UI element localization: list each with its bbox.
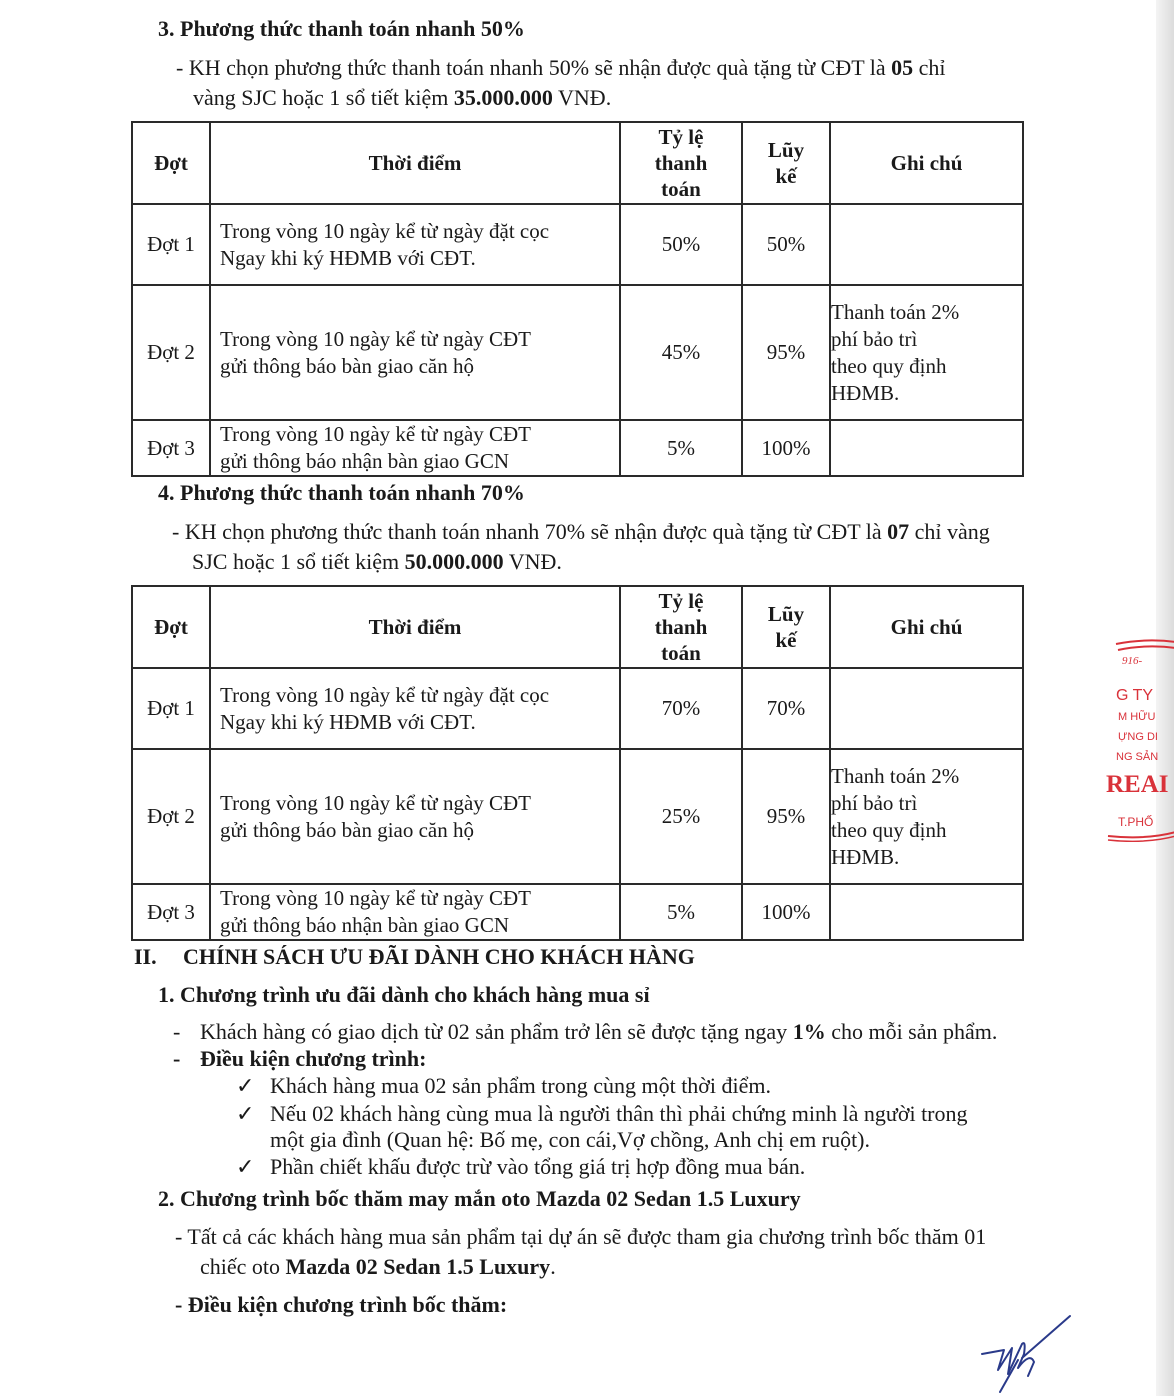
cell-time: Trong vòng 10 ngày kể từ ngày đặt cọc Ngay khi ký HĐMB với CĐT. — [210, 668, 620, 749]
lucky-draw-subheading: 2. Chương trình bốc thăm may mắn oto Mazda 02 Sedan 1.5 Luxury — [158, 1186, 801, 1211]
stamp-text: NG SẢN — [1116, 751, 1159, 763]
cell-time: Trong vòng 10 ngày kể từ ngày CĐT gửi thông báo nhận bàn giao GCN — [210, 884, 620, 940]
lucky-draw-desc-line1: - Tất cả các khách hàng mua sản phẩm tại dự án sẽ được tham gia chương trình bốc thăm 01 — [175, 1224, 987, 1249]
header-cumulative: Lũy kế — [742, 586, 830, 668]
condition-item-continued: một gia đình (Quan hệ: Bố mẹ, con cái,Vợ chồng, Anh chị em ruột). — [270, 1127, 871, 1152]
cell-cumulative: 70% — [742, 668, 830, 749]
cell-time: Trong vòng 10 ngày kể từ ngày đặt cọc Ngay khi ký HĐMB với CĐT. — [210, 204, 620, 285]
cell-cumulative: 95% — [742, 285, 830, 420]
header-time: Thời điểm — [210, 586, 620, 668]
header-note: Ghi chú — [830, 586, 1023, 668]
header-rate: Tỷ lệ thanh toán — [620, 586, 742, 668]
cell-note: Thanh toán 2% phí bảo trì theo quy định HĐMB. — [830, 749, 1023, 884]
cell-time: Trong vòng 10 ngày kể từ ngày CĐT gửi thông báo bàn giao căn hộ — [210, 285, 620, 420]
cell-rate: 45% — [620, 285, 742, 420]
section4-title: 4. Phương thức thanh toán nhanh 70% — [158, 480, 525, 505]
section3-desc-line2: vàng SJC hoặc 1 sổ tiết kiệm 35.000.000 VNĐ. — [193, 85, 612, 110]
cell-time: Trong vòng 10 ngày kể từ ngày CĐT gửi thông báo bàn giao căn hộ — [210, 749, 620, 884]
check-icon: ✓ — [236, 1154, 255, 1179]
stamp-text: ỰNG DI — [1118, 731, 1158, 743]
cell-note — [830, 884, 1023, 940]
stamp-text: 916- — [1122, 655, 1143, 667]
cell-note — [830, 204, 1023, 285]
cell-dot: Đợt 1 — [132, 204, 210, 285]
wholesale-subheading: 1. Chương trình ưu đãi dành cho khách hàng mua sỉ — [158, 982, 650, 1007]
cell-cumulative: 100% — [742, 884, 830, 940]
cell-rate: 50% — [620, 204, 742, 285]
payment-table-50 — [131, 121, 1024, 477]
header-time: Thời điểm — [210, 122, 620, 204]
cell-dot: Đợt 3 — [132, 884, 210, 940]
section4-desc-line1: - KH chọn phương thức thanh toán nhanh 70% sẽ nhận được quà tặng từ CĐT là 07 chỉ vàng — [172, 519, 990, 544]
condition-item: Khách hàng mua 02 sản phẩm trong cùng một thời điểm. — [270, 1073, 772, 1098]
wholesale-discount-text: Khách hàng có giao dịch từ 02 sản phẩm trở lên sẽ được tặng ngay 1% cho mỗi sản phẩm. — [200, 1019, 998, 1044]
table-header-row — [132, 122, 1023, 204]
stamp-text: T.PHỐ — [1118, 815, 1154, 829]
cell-dot: Đợt 3 — [132, 420, 210, 476]
section3-desc-line1: - KH chọn phương thức thanh toán nhanh 50% sẽ nhận được quà tặng từ CĐT là 05 chỉ — [176, 55, 946, 80]
table-header-row — [132, 586, 1023, 668]
header-rate: Tỷ lệ thanh toán — [620, 122, 742, 204]
cell-note: Thanh toán 2% phí bảo trì theo quy định HĐMB. — [830, 285, 1023, 420]
header-cumulative: Lũy kế — [742, 122, 830, 204]
lucky-draw-conditions-label: - Điều kiện chương trình bốc thăm: — [175, 1292, 508, 1317]
table-row — [132, 668, 1023, 749]
bullet-dash: - — [173, 1046, 181, 1071]
section3-title: 3. Phương thức thanh toán nhanh 50% — [158, 16, 525, 41]
cell-rate: 70% — [620, 668, 742, 749]
cell-time: Trong vòng 10 ngày kể từ ngày CĐT gửi thông báo nhận bàn giao GCN — [210, 420, 620, 476]
header-dot: Đợt — [132, 586, 210, 668]
check-icon: ✓ — [236, 1073, 255, 1098]
cell-rate: 5% — [620, 884, 742, 940]
cell-rate: 25% — [620, 749, 742, 884]
table-row — [132, 420, 1023, 476]
check-icon: ✓ — [236, 1101, 255, 1126]
lucky-draw-desc-line2: chiếc oto Mazda 02 Sedan 1.5 Luxury. — [200, 1254, 556, 1279]
part2-heading: CHÍNH SÁCH ƯU ĐÃI DÀNH CHO KHÁCH HÀNG — [183, 944, 695, 969]
table-row — [132, 285, 1023, 420]
part2-heading-number: II. — [134, 944, 157, 969]
cell-dot: Đợt 1 — [132, 668, 210, 749]
cell-cumulative: 50% — [742, 204, 830, 285]
cell-note — [830, 668, 1023, 749]
cell-note — [830, 420, 1023, 476]
cell-cumulative: 100% — [742, 420, 830, 476]
cell-dot: Đợt 2 — [132, 285, 210, 420]
cell-cumulative: 95% — [742, 749, 830, 884]
stamp-text: G TY — [1116, 687, 1154, 704]
table-row — [132, 204, 1023, 285]
table-row — [132, 749, 1023, 884]
bullet-dash: - — [173, 1019, 181, 1044]
cell-dot: Đợt 2 — [132, 749, 210, 884]
signature — [978, 1314, 1074, 1394]
table-row — [132, 884, 1023, 940]
header-note: Ghi chú — [830, 122, 1023, 204]
header-dot: Đợt — [132, 122, 210, 204]
condition-item: Phần chiết khấu được trừ vào tổng giá trị hợp đồng mua bán. — [270, 1154, 806, 1179]
condition-item: Nếu 02 khách hàng cùng mua là người thân thì phải chứng minh là người trong — [270, 1101, 968, 1126]
payment-table-70 — [131, 585, 1024, 941]
section4-desc-line2: SJC hoặc 1 sổ tiết kiệm 50.000.000 VNĐ. — [192, 549, 562, 574]
cell-rate: 5% — [620, 420, 742, 476]
company-stamp — [1106, 636, 1174, 842]
stamp-text: M HỮU — [1118, 711, 1156, 723]
stamp-text: REAI — [1106, 771, 1169, 798]
conditions-label: Điều kiện chương trình: — [200, 1046, 427, 1071]
